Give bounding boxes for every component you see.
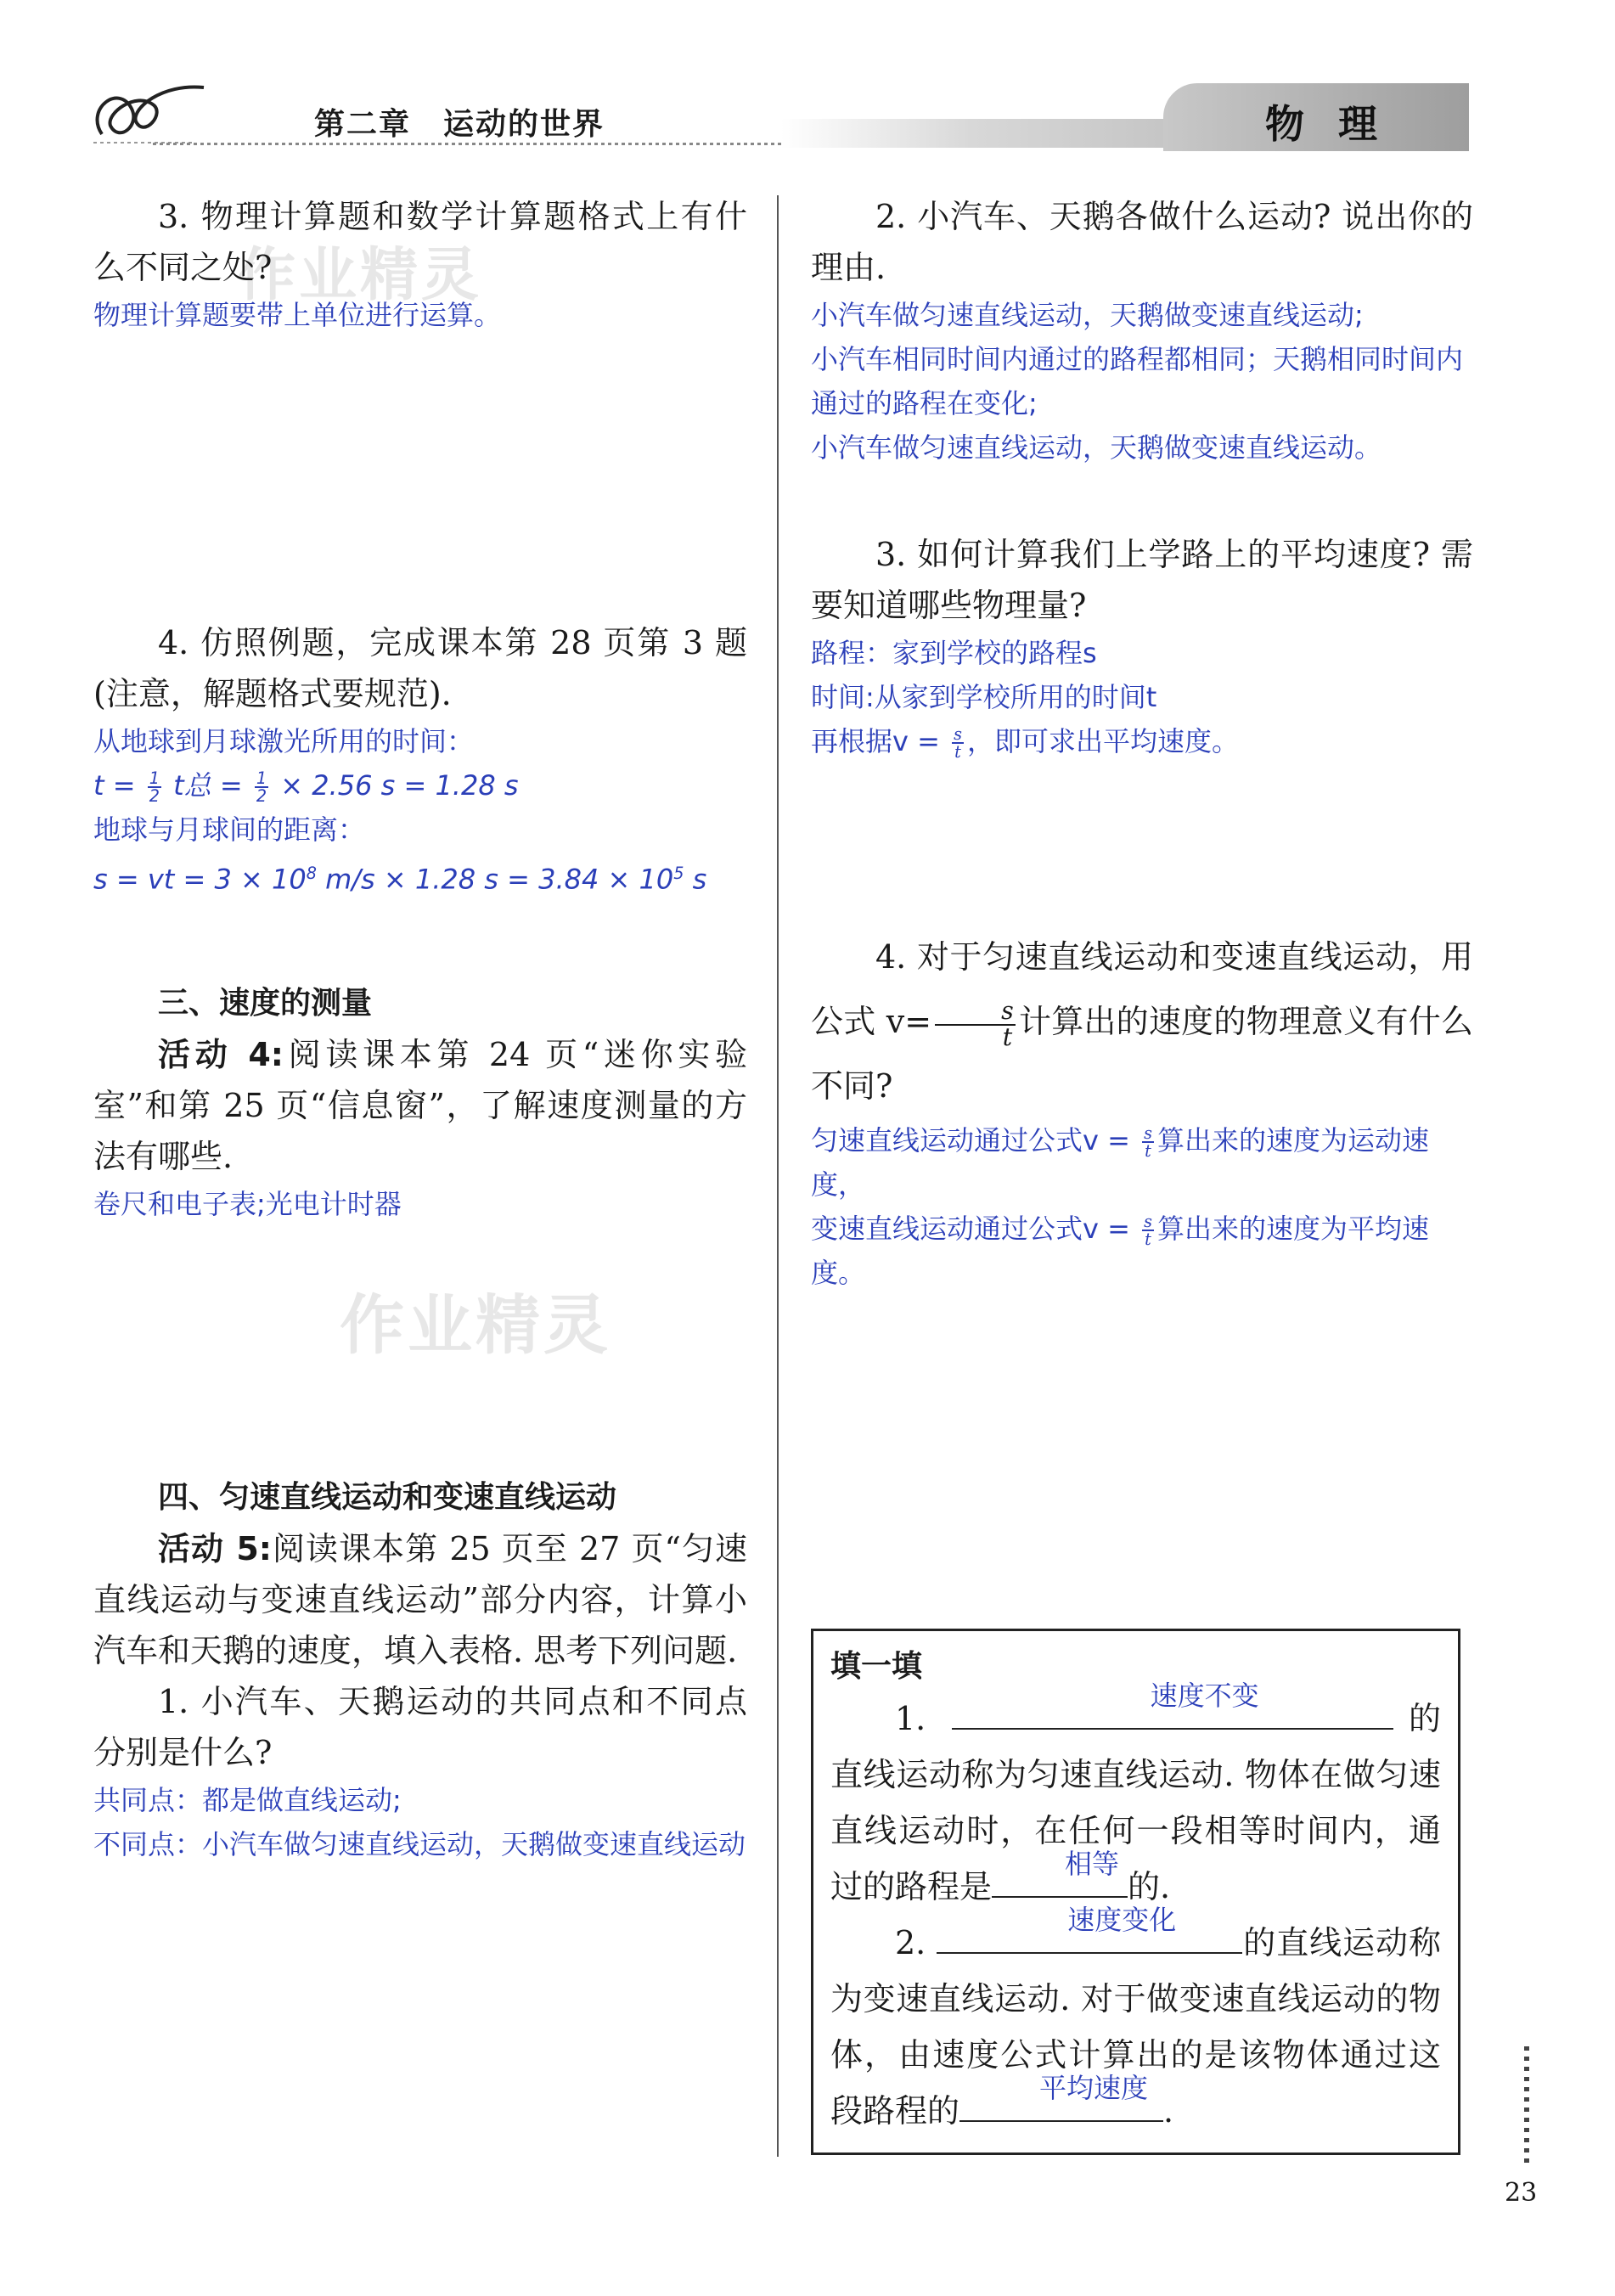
answer-3-distance: 路程：家到学校的路程s: [811, 637, 1097, 669]
question-4-right: 4. 对于匀速直线运动和变速直线运动，用公式 v= $\frac{s}{t}$ 计算出的速度的物理意义有什么不同?: [811, 938, 1473, 1105]
activity-4: [93, 1029, 747, 1182]
fraction-s-over-t-1: $\frac{s}{t}$: [954, 723, 962, 762]
activity-4-label: 活动 4:: [158, 1035, 284, 1073]
answer-3-left: 物理计算题要带上单位进行运算。: [93, 299, 502, 331]
answer-4-distance: 地球与月球间的距离：: [93, 813, 366, 846]
blank-1: 速度不变: [952, 1691, 1393, 1730]
page-header: [85, 75, 1469, 160]
question-2-right: 2. 小汽车、天鹅各做什么运动? 说出你的理由.: [811, 198, 1473, 286]
column-divider: [777, 195, 779, 2157]
fraction-half-1: $\frac{1}{2}$: [149, 768, 160, 806]
formula-time-mid: t总 =: [164, 769, 251, 802]
blank-3: 速度变化: [937, 1915, 1242, 1954]
question-3-left: 3. 物理计算题和数学计算题格式上有什么不同之处?: [93, 198, 747, 286]
answer-4-intro: 从地球到月球激光所用的时间：: [93, 725, 475, 757]
page-dots-decoration: [1524, 2046, 1529, 2165]
right-column: [811, 191, 1473, 1295]
fill-in-item-2: 2. 速度变化 的直线运动称为变速直线运动. 对于做变速直线运动的物体，由速度公式计算出的是该物体通过这段路程的 平均速度 .: [830, 1904, 1441, 2130]
section-3-heading: 三、速度的测量: [158, 985, 373, 1021]
section-4-heading: 四、匀速直线运动和变速直线运动: [158, 1479, 617, 1515]
answer-3-time: 时间:从家到学校所用的时间t: [811, 681, 1157, 713]
activity-4-answer: 卷尺和电子表;光电计时器: [93, 1187, 402, 1220]
answer-2-line1: 小汽车做匀速直线运动，天鹅做变速直线运动;: [811, 299, 1364, 331]
answer-4-variable: 变速直线运动通过公式v = $\frac{s}{t}$ 算出来的速度为平均速度。: [811, 1211, 1429, 1289]
activity-4-text: 阅读课本第 24 页“迷你实验室”和第 25 页“信息窗”，了解速度测量的方法有哪些.: [93, 1035, 747, 1175]
fill-in-box: [811, 1629, 1460, 2155]
question-3-right: 3. 如何计算我们上学路上的平均速度? 需要知道哪些物理量?: [811, 536, 1473, 624]
activity-5-label: 活动 5:: [158, 1529, 272, 1567]
answer-4-uniform: 匀速直线运动通过公式v = $\frac{s}{t}$ 算出来的速度为运动速度，: [811, 1123, 1429, 1201]
answer-3-formula: 再根据v = $\frac{s}{t}$ ，即可求出平均速度。: [811, 723, 1239, 762]
fraction-half-2: $\frac{1}{2}$: [256, 768, 267, 806]
watermark-middle: 作业精灵: [340, 1287, 611, 1363]
fraction-s-over-t-2: $\frac{s}{t}$: [935, 999, 1016, 1050]
blank-4: 平均速度: [959, 2083, 1163, 2122]
logo-icon: [85, 75, 212, 151]
question-4-left: 4. 仿照例题，完成课本第 28 页第 3 题(注意，解题格式要规范).: [93, 624, 747, 712]
answer-2-line2: 小汽车相同时间内通过的路程都相同；天鹅相同时间内通过的路程在变化;: [811, 343, 1464, 419]
formula-time-left: t =: [93, 769, 144, 802]
fraction-s-over-t-3: $\frac{s}{t}$: [1144, 1123, 1152, 1161]
activity-5: [93, 1523, 747, 1676]
formula-time-right: × 2.56 s = 1.28 s: [272, 769, 519, 802]
fill-in-item-1: 1. 速度不变 的直线运动称为匀速直线运动. 物体在做匀速直线运动时，在任何一段相等时间内，通过的路程是 相等 的.: [830, 1680, 1441, 1905]
question-1-left: 1. 小汽车、天鹅运动的共同点和不同点分别是什么?: [93, 1682, 747, 1771]
formula-time: [93, 763, 747, 808]
answer-1-common: 共同点：都是做直线运动;: [93, 1783, 402, 1816]
answer-1-different: 不同点：小汽车做匀速直线运动，天鹅做变速直线运动: [93, 1827, 746, 1860]
chapter-title: 第二章 运动的世界: [314, 107, 605, 142]
activity-5-text: 阅读课本第 25 页至 27 页“匀速直线运动与变速直线运动”部分内容，计算小汽车和天鹅的速度，填入表格. 思考下列问题.: [93, 1529, 747, 1669]
fill-in-title: 填一填: [830, 1649, 923, 1684]
subject-title: 物理: [1265, 101, 1411, 147]
blank-2: 相等: [992, 1859, 1128, 1898]
fraction-s-over-t-4: $\frac{s}{t}$: [1144, 1211, 1152, 1249]
answer-2-line3: 小汽车做匀速直线运动，天鹅做变速直线运动。: [811, 431, 1382, 464]
left-column: [93, 191, 747, 1866]
formula-distance: s = vt = $3 \times 10^8$ m/s × 1.28 $s = 3.84 \times 10^5$ s: [93, 863, 707, 896]
watermark-top: 作业精灵: [238, 242, 483, 309]
page-number: 23: [1505, 2178, 1538, 2208]
